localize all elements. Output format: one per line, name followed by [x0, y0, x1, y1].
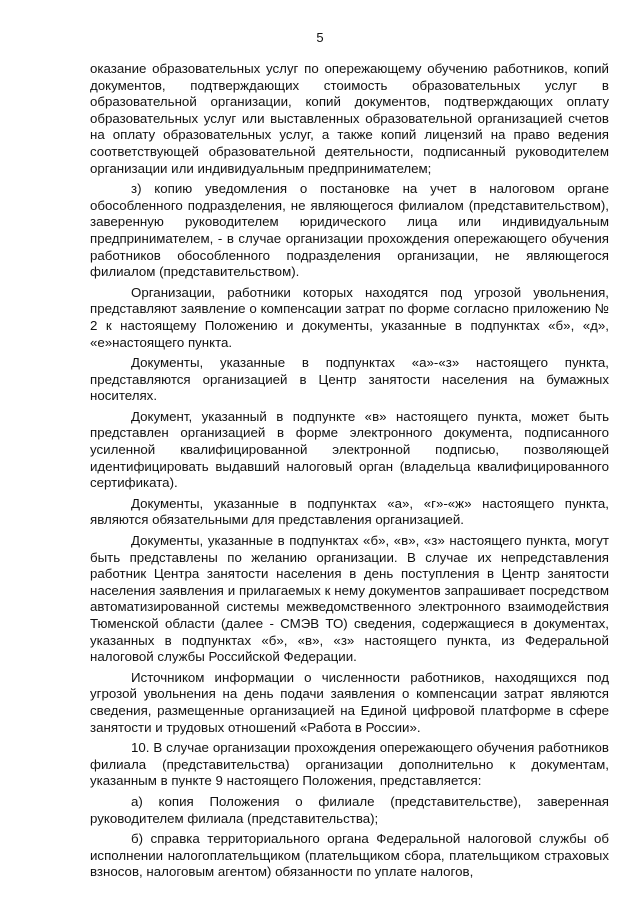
- paragraph-optional-documents: Документы, указанные в подпунктах «б», «в», «з» настоящего пункта, могут быть представлены по желанию организации. В случае их непредставления работник Центра занятости населения в день поступления в Центр занятости населения заявления и прилагаемых к нему документов запрашивает посредством автоматизированной системы межведомственного электронного взаимодействия Тюменской области (далее - СМЭВ ТО) сведения, содержащиеся в документах, указанных в подпунктах «б», «в», «з» настоящего пункта, из Федеральной налоговой службы Российской Федерации.: [90, 533, 609, 665]
- paragraph-paper-documents: Документы, указанные в подпунктах «а»-«з» настоящего пункта, представляются организацией в Центр занятости населения на бумажных носителях.: [90, 355, 609, 404]
- paragraph-threatened-dismissal: Организации, работники которых находятся под угрозой увольнения, представляют заявление о компенсации затрат по форме согласно приложению № 2 к настоящему Положению и документы, указанные в подпунктах «б», «д», «е»настоящего пункта.: [90, 284, 609, 350]
- paragraph-item-10-b: б) справка территориального органа Федеральной налоговой службы об исполнении налогоплательщиком (плательщиком сбора, плательщиком страховых взносов, налоговым агентом) обязанности по уплате налогов,: [90, 831, 609, 880]
- paragraph-electronic-document: Документ, указанный в подпункте «в» настоящего пункта, может быть представлен организацией в форме электронного документа, подписанного усиленной квалифицированной электронной подписью, позволяющей идентифицировать выдавший налоговый орган (владельца квалифицированного сертификата).: [90, 408, 609, 491]
- paragraph-subitem-z: з) копию уведомления о постановке на учет в налоговом органе обособленного подразделения, не являющегося филиалом (представительством), заверенную руководителем юридического лица или индивидуальным предпринимателем, - в случае организации прохождения опережающего обучения работников обособленного подразделения организации, не являющегося филиалом (представительством).: [90, 181, 609, 280]
- page-number: 5: [316, 30, 324, 45]
- paragraph-continuation: оказание образовательных услуг по опережающему обучению работников, копий документов, подтверждающих стоимость образовательных услуг в образовательной организации, копий документов, подтверждающих оплату образовательных услуг или выставленных образовательной организацией счетов на оплату образовательных услуг, а также копий лицензий на право ведения соответствующей образовательной деятельности, подписанный руководителем организации или индивидуальным предпринимателем;: [90, 61, 609, 176]
- paragraph-mandatory-documents: Документы, указанные в подпунктах «а», «г»-«ж» настоящего пункта, являются обязательными для представления организацией.: [90, 495, 609, 528]
- paragraph-information-source: Источником информации о численности работников, находящихся под угрозой увольнения на день подачи заявления о компенсации затрат являются сведения, размещенные организацией на Единой цифровой платформе в сфере занятости и трудовых отношений «Работа в России».: [90, 669, 609, 735]
- paragraph-item-10: 10. В случае организации прохождения опережающего обучения работников филиала (представительства) организации дополнительно к документам, указанным в пункте 9 настоящего Положения, представляется:: [90, 740, 609, 789]
- document-body: [90, 61, 609, 885]
- paragraph-item-10-a: а) копия Положения о филиале (представительстве), заверенная руководителем филиала (представительства);: [90, 793, 609, 826]
